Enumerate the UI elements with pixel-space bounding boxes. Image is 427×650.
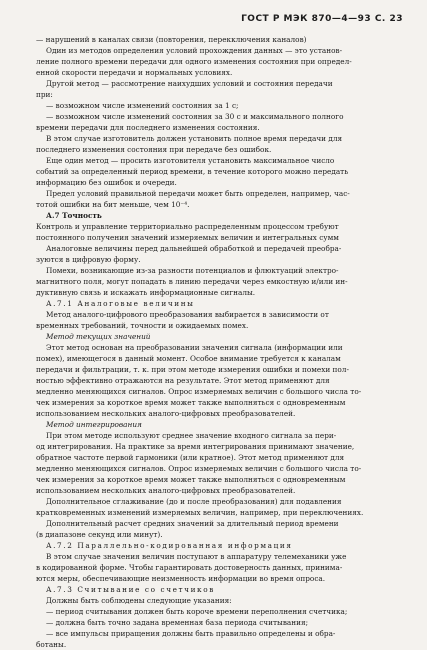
- text-line: информацию без ошибок и очереди.: [36, 178, 177, 187]
- text-line: ление полного времени передачи для одного изменения состояния при определ-: [36, 57, 352, 66]
- text-line: обратное частоте первой гармоники (или кратное). Этот метод применяют для: [36, 453, 345, 462]
- body-text: [36, 34, 404, 650]
- text-line: Должны быть соблюдены следующие указания:: [46, 596, 232, 605]
- text-line: — должна быть точно задана временная база периода считывания;: [46, 618, 309, 627]
- text-line: постоянного получения значений измеряемых величин и интегральных сумм: [36, 233, 339, 242]
- text-line: ются меры, обеспечивающие неизменность информации во время опроса.: [36, 574, 326, 583]
- text-line: Дополнительное сглаживание (до и после преобразования) для подавления: [46, 497, 342, 506]
- text-line: Аналоговые величины перед дальнейшей обработкой и передачей преобра-: [46, 244, 342, 253]
- text-line: времени передачи для последнего изменения состояния.: [36, 123, 260, 132]
- text-line: Еще один метод — просить изготовителя установить максимальное число: [46, 156, 335, 165]
- page-header: ГОСТ Р МЭК 870—4—93 С. 23: [241, 14, 403, 24]
- text-line: медленно меняющихся сигналов. Опрос измеряемых величин с большого числа то-: [36, 464, 362, 473]
- text-line: Метод текущих значений: [46, 332, 151, 341]
- text-line: ностью эффективно отражаются на результате. Этот метод применяют для: [36, 376, 330, 385]
- text-line: дуктивную связь и искажать информационные сигналы.: [36, 288, 256, 297]
- text-line: В этом случае изготовитель должен установить полное время передачи для: [46, 134, 343, 143]
- text-line: при:: [36, 90, 53, 99]
- text-line: В этом случае значения величин поступают в аппаратуру телемеханики уже: [46, 552, 347, 561]
- text-line: использованием нескольких аналого-цифровых преобразователей.: [36, 409, 296, 418]
- text-line: Дополнительный расчет средних значений за длительный период времени: [46, 519, 339, 528]
- text-line: чек измерения за короткое время может также выполняться с одновременным: [36, 398, 346, 407]
- text-line: — все импульсы приращения должны быть правильно определены и обра-: [46, 629, 336, 638]
- text-line: зуются в цифровую форму.: [36, 255, 141, 264]
- text-line: кратковременных изменений измеряемых величин, например, при переключениях.: [36, 508, 364, 517]
- text-line: использованием нескольких аналого-цифровых преобразователей.: [36, 486, 296, 495]
- text-line: — возможном числе изменений состояния за 30 с и максимального полного: [46, 112, 344, 121]
- text-line: од интегрирования. На практике за время интегрирования принимают значение,: [36, 442, 355, 451]
- text-line: помех), имеющегося в данный момент. Особое внимание требуется к каналам: [36, 354, 341, 363]
- text-line: Метод аналого-цифрового преобразования выбирается в зависимости от: [46, 310, 329, 319]
- text-line: чек измерения за короткое время может также выполняться с одновременным: [36, 475, 346, 484]
- text-line: А.7.1 Аналоговые величины: [46, 299, 195, 308]
- text-line: А.7.3 Считывание со счетчиков: [46, 585, 215, 594]
- text-line: (в диапазоне секунд или минут).: [36, 530, 163, 539]
- text-line: Этот метод основан на преобразовании значения сигнала (информации или: [46, 343, 343, 352]
- text-line: событий за определенный период времени, в течение которого можно передать: [36, 167, 349, 176]
- text-line: в кодированной форме. Чтобы гарантировать достоверность данных, принима-: [36, 563, 343, 572]
- text-line: последнего изменения состояния при передаче без ошибок.: [36, 145, 272, 154]
- text-line: Предел условий правильной передачи может быть определен, например, час-: [46, 189, 350, 198]
- text-line: Помехи, возникающие из-за разности потенциалов и флюктуаций электро-: [46, 266, 339, 275]
- text-line: При этом методе используют среднее значение входного сигнала за пери-: [46, 431, 337, 440]
- text-line: временных требований, точности и ожидаемых помех.: [36, 321, 249, 330]
- text-line: А.7 Точность: [46, 211, 102, 220]
- text-line: — возможном числе изменений состояния за 1 с;: [46, 101, 239, 110]
- text-line: ботаны.: [36, 640, 67, 649]
- text-line: — нарушений в каналах связи (повторения, перекключения каналов): [36, 35, 307, 44]
- text-line: тотой ошибки на бит меньше, чем 10⁻⁴.: [36, 200, 190, 209]
- text-line: магнитного поля, могут попадать в линию передачи через емкостную и/или ин-: [36, 277, 348, 286]
- text-line: передачи и фильтрации, т. к. при этом методе измерения ошибки и помехи пол-: [36, 365, 349, 374]
- text-line: Контроль и управление территориально распределенным процессом требуют: [36, 222, 339, 231]
- text-line: Один из методов определения условий прохождения данных — это установ-: [46, 46, 343, 55]
- text-line: медленно меняющихся сигналов. Опрос измеряемых величин с большого числа то-: [36, 387, 362, 396]
- text-line: Метод интегрирования: [46, 420, 142, 429]
- text-line: А.7.2 Параллельно-кодированная информация: [46, 541, 293, 550]
- text-line: енной скорости передачи и нормальных условиях.: [36, 68, 233, 77]
- text-line: — период считывания должен быть короче времени переполнения счетчика;: [46, 607, 348, 616]
- text-line: Другой метод — рассмотрение наихудших условий и состояния передачи: [46, 79, 333, 88]
